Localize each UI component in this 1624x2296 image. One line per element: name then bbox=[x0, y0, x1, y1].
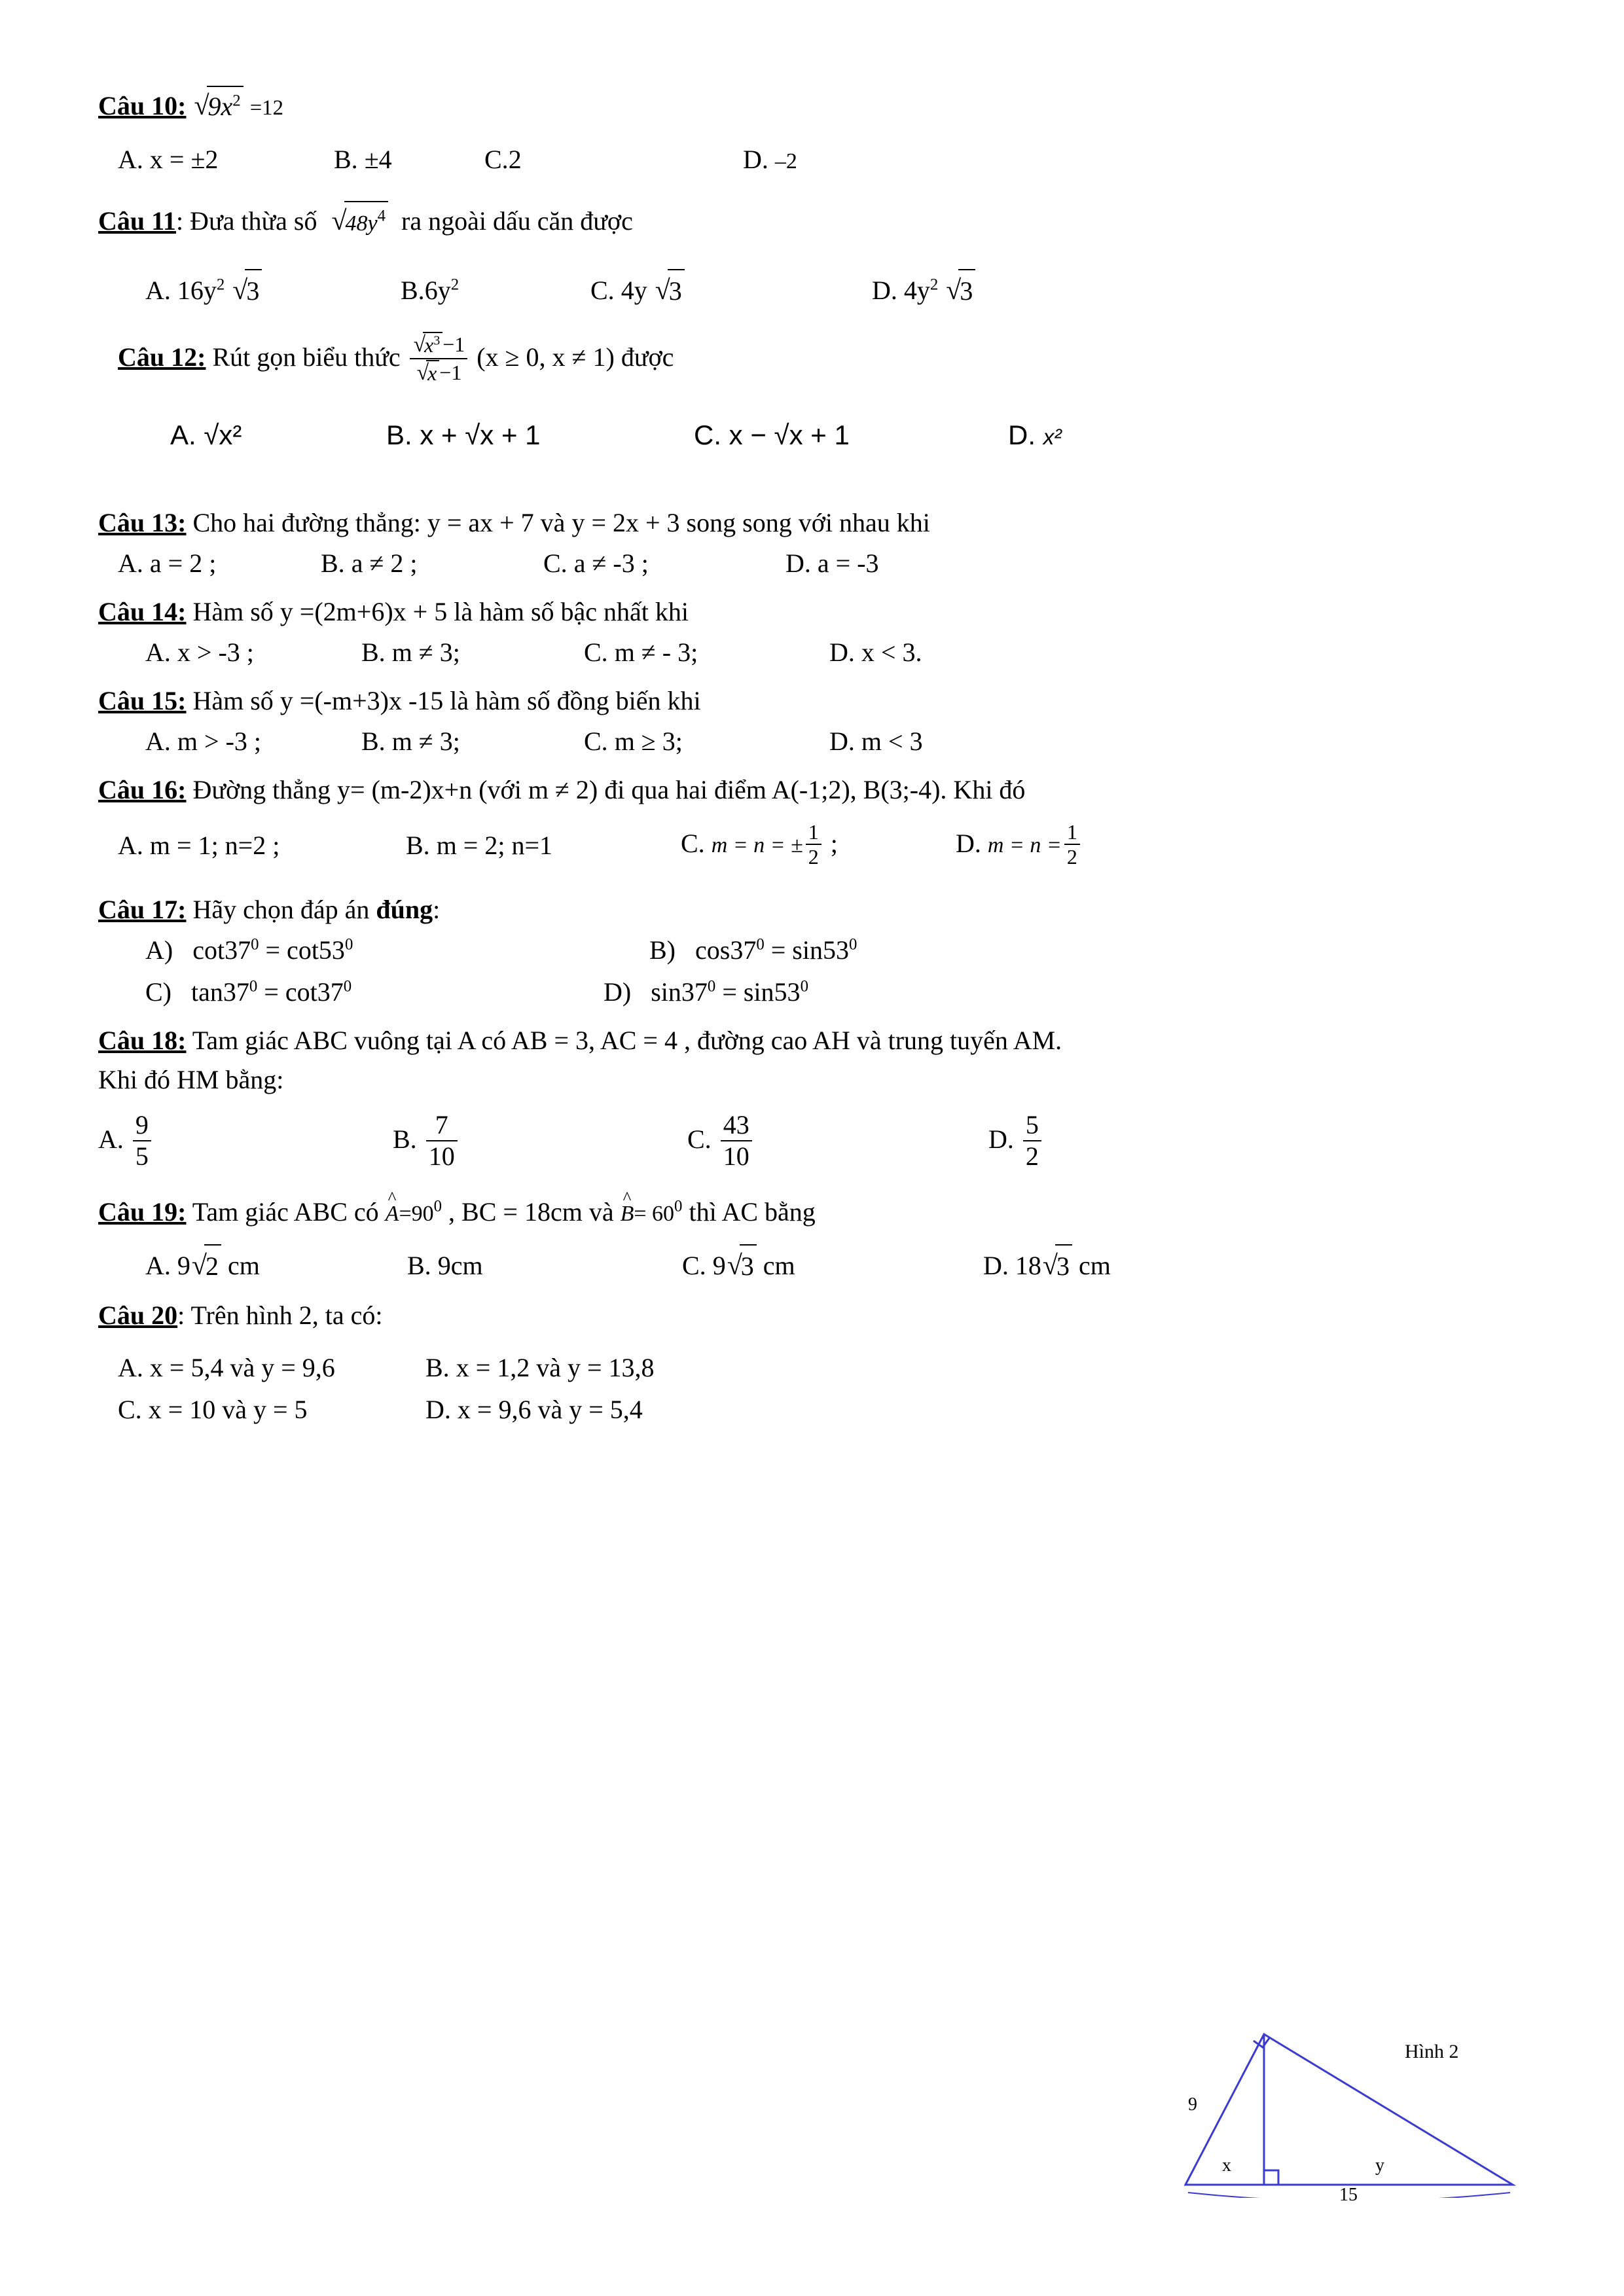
question-cau18 bbox=[98, 1021, 1526, 1173]
cau16-option-c[interactable]: C. m = n = ± $\frac{1}{2}$ ; bbox=[681, 819, 838, 869]
cau20-option-b[interactable]: B. x = 1,2 và y = 13,8 bbox=[425, 1353, 655, 1383]
cau17-option-b[interactable]: B) $\cos 37^0 = \sin 53^0$ bbox=[649, 935, 857, 965]
cau14-option-b[interactable]: B. m ≠ 3; bbox=[361, 637, 460, 667]
cau20-option-d[interactable]: D. x = 9,6 và y = 5,4 bbox=[425, 1395, 643, 1425]
radical-sign-icon: √ bbox=[331, 206, 347, 236]
question-cau14 bbox=[98, 592, 1526, 673]
cau13-option-c[interactable]: C. a ≠ -3 ; bbox=[543, 548, 649, 578]
cau17-stem: Câu 17: Hãy chọn đáp án đúng: bbox=[98, 895, 441, 925]
cau11-options bbox=[98, 268, 1526, 313]
cau12-option-a[interactable]: A. √x² bbox=[170, 420, 242, 451]
figure-label-base: 15 bbox=[1339, 2185, 1358, 2205]
cau18-options bbox=[98, 1111, 1526, 1173]
cau13-label: Câu 13: bbox=[98, 507, 187, 537]
cau18-option-b[interactable]: B. $\frac{7}{10}$ bbox=[393, 1111, 687, 1173]
cau17-option-c[interactable]: C) $\tan 37^0 = \cot 37^0$ bbox=[145, 977, 352, 1007]
cau20-stem: Câu 20: Trên hình 2, ta có: bbox=[98, 1300, 383, 1331]
cau13-stem: Câu 13: Cho hai đường thẳng: y = ax + 7 và y = 2x + 3 song song với nhau khi bbox=[98, 507, 930, 537]
question-cau12 bbox=[98, 332, 1526, 457]
cau15-option-b[interactable]: B. m ≠ 3; bbox=[361, 726, 460, 756]
cau15-option-a[interactable]: A. m > -3 ; bbox=[145, 726, 261, 756]
cau14-stem: Câu 14: Hàm số y =(2m+6)x + 5 là hàm số bậc nhất khi bbox=[98, 596, 689, 626]
cau18-option-d[interactable]: D. $\frac{5}{2}$ bbox=[988, 1111, 1044, 1173]
cau13-options bbox=[98, 543, 1526, 584]
radical-sign-icon: √ bbox=[194, 91, 209, 121]
cau12-option-b[interactable]: B. x + √x + 1 bbox=[386, 420, 541, 451]
cau19-option-d[interactable]: D. 18√3 cm bbox=[983, 1244, 1111, 1288]
cau13-option-d[interactable]: D. a = -3 bbox=[785, 548, 879, 578]
cau16-option-d[interactable]: D. m = n = $\frac{1}{2}$ bbox=[956, 821, 1083, 871]
cau14-options bbox=[98, 632, 1526, 673]
cau15-options bbox=[98, 721, 1526, 762]
cau19-stem: Câu 19: Tam giác ABC có ^ $A=90^0$ , BC = 18cm và ^ $B= 60^0$ thì AC bằng bbox=[98, 1193, 1526, 1232]
cau18-stem-line2: Khi đó HM bằng: bbox=[98, 1065, 284, 1095]
cau15-option-c[interactable]: C. m ≥ 3; bbox=[584, 726, 683, 756]
cau16-label: Câu 16: bbox=[98, 774, 187, 804]
cau19-option-b[interactable]: B. 9cm bbox=[407, 1251, 483, 1281]
cau19-option-a[interactable]: A. 9√2 cm bbox=[145, 1244, 407, 1288]
cau12-stem: Câu 12: Rút gọn biểu thức $\frac{√x^3 -1}{√x -1}$ (x ≥ 0, x ≠ 1) được bbox=[118, 332, 674, 385]
cau15-option-d[interactable]: D. m < 3 bbox=[829, 726, 923, 756]
cau11-option-a[interactable]: A. $16y^2$ √3 bbox=[145, 268, 401, 313]
question-cau19 bbox=[98, 1193, 1526, 1288]
cau20-options-row1 bbox=[98, 1347, 1526, 1389]
cau14-option-d[interactable]: D. x < 3. bbox=[829, 637, 922, 667]
cau13-option-b[interactable]: B. a ≠ 2 ; bbox=[321, 548, 418, 578]
cau10-equals: =12 bbox=[249, 96, 283, 120]
cau16-option-b[interactable]: B. m = 2; n=1 bbox=[406, 831, 553, 861]
figure-label-left: 9 bbox=[1188, 2094, 1197, 2115]
cau11-option-b[interactable]: $B.6y^2$ bbox=[401, 276, 460, 306]
cau12-fraction: $\frac{√x^3 -1}{√x -1}$ bbox=[410, 331, 468, 386]
cau16-stem: Câu 16: Đường thẳng y= (m-2)x+n (với m ≠ 2) đi qua hai điểm A(-1;2), B(3;-4). Khi đó bbox=[98, 774, 1026, 804]
cau12-label: Câu 12: bbox=[118, 342, 206, 372]
cau11-label: Câu 11 bbox=[98, 206, 176, 236]
cau11-radical: $√48y^4$ bbox=[330, 200, 388, 242]
cau15-label: Câu 15: bbox=[98, 685, 187, 715]
figure-hinh-2 bbox=[1179, 2021, 1519, 2205]
cau20-option-c[interactable]: C. x = 10 và y = 5 bbox=[118, 1395, 308, 1425]
cau14-option-a[interactable]: A. x > -3 ; bbox=[145, 637, 254, 667]
cau12-option-d[interactable]: D. x² bbox=[1008, 420, 1062, 451]
cau20-options-row2 bbox=[98, 1389, 1526, 1431]
cau10-option-d[interactable]: D. –2 bbox=[743, 145, 797, 174]
cau17-options-row1 bbox=[98, 929, 1526, 971]
angle-b-symbol: ^ B bbox=[621, 1197, 634, 1230]
cau12-options bbox=[98, 413, 1526, 457]
cau17-option-a[interactable]: A) $\cot 37^0 = \cot 53^0$ bbox=[145, 935, 353, 965]
cau19-label: Câu 19: bbox=[98, 1197, 187, 1227]
cau20-label: Câu 20 bbox=[98, 1300, 178, 1331]
cau10-options bbox=[98, 139, 1526, 181]
cau11-stem: Câu 11: Đưa thừa số $√48y^4$ ra ngoài dấu căn được bbox=[98, 200, 1526, 242]
cau19-option-c[interactable]: C. 9√3 cm bbox=[682, 1244, 983, 1288]
question-cau10 bbox=[98, 85, 1526, 181]
cau16-options bbox=[98, 821, 1526, 871]
question-cau15 bbox=[98, 681, 1526, 762]
cau14-option-c[interactable]: C. m ≠ - 3; bbox=[584, 637, 698, 667]
question-cau16 bbox=[98, 770, 1526, 871]
cau17-option-d[interactable]: D) $\sin 37^0 = \sin 53^0$ bbox=[604, 977, 808, 1007]
cau10-option-a[interactable]: A. x = ±2 bbox=[118, 145, 219, 174]
figure-label-y: y bbox=[1375, 2155, 1384, 2176]
cau14-label: Câu 14: bbox=[98, 596, 187, 626]
cau10-option-b[interactable]: B. ±4 bbox=[334, 145, 392, 174]
figure-label-x: x bbox=[1222, 2155, 1231, 2176]
question-cau17 bbox=[98, 890, 1526, 1013]
cau11-option-c[interactable]: C. 4y √3 bbox=[590, 268, 872, 313]
cau18-option-a[interactable]: A. $\frac{9}{5}$ bbox=[98, 1111, 393, 1173]
cau20-option-a[interactable]: A. x = 5,4 và y = 9,6 bbox=[118, 1353, 335, 1383]
cau15-stem: Câu 15: Hàm số y =(-m+3)x -15 là hàm số đồng biến khi bbox=[98, 685, 701, 715]
cau18-stem-line1: Câu 18: Tam giác ABC vuông tại A có AB = 3, AC = 4 , đường cao AH và trung tuyến AM. bbox=[98, 1026, 1062, 1056]
angle-a-symbol: ^ A bbox=[386, 1197, 399, 1230]
cau10-label: Câu 10: bbox=[98, 91, 187, 120]
cau10-stem bbox=[98, 85, 1526, 127]
cau12-option-c[interactable]: C. x − √x + 1 bbox=[694, 420, 850, 451]
question-cau13 bbox=[98, 503, 1526, 584]
figure-caption: Hình 2 bbox=[1405, 2041, 1459, 2062]
cau17-options-row2 bbox=[98, 971, 1526, 1013]
cau13-option-a[interactable]: A. a = 2 ; bbox=[118, 548, 217, 578]
cau10-radical: $√9x^2$ bbox=[192, 85, 243, 127]
cau16-option-a[interactable]: A. m = 1; n=2 ; bbox=[118, 831, 280, 861]
cau10-option-c[interactable]: C.2 bbox=[484, 145, 522, 174]
cau18-label: Câu 18: bbox=[98, 1026, 187, 1056]
cau17-label: Câu 17: bbox=[98, 895, 187, 925]
cau18-option-c[interactable]: C. $\frac{43}{10}$ bbox=[687, 1111, 988, 1173]
question-cau11 bbox=[98, 200, 1526, 313]
cau11-option-d[interactable]: D. $4y^2$ √3 bbox=[872, 268, 975, 313]
question-cau20 bbox=[98, 1296, 1526, 1431]
cau19-options bbox=[98, 1244, 1526, 1288]
